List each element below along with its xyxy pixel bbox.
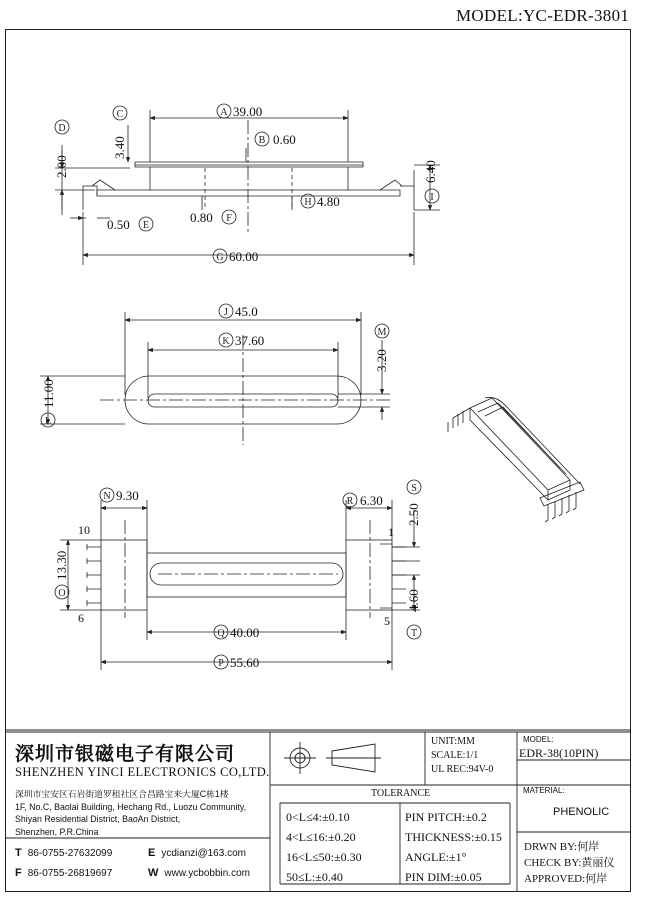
fax-number: 86-0755-26819697 (27, 868, 113, 879)
unit-text: UNIT:MM (431, 736, 475, 747)
dim-q-value: 40.00 (230, 625, 260, 640)
material-field-label: MATERIAL: (523, 786, 565, 795)
tolerance-row-4: 50≤L:±0.40 (286, 870, 343, 884)
material-value: PHENOLIC (553, 806, 610, 818)
pin-number-1: 1 (388, 525, 394, 539)
address-en-2: Shiyan Residential District, BaoAn District, (15, 814, 181, 824)
side-view (55, 110, 440, 265)
model-value: EDR-38(10PIN) (519, 746, 599, 760)
pin-number-6: 6 (78, 611, 84, 625)
email-address: ycdianzi@163.com (161, 848, 246, 859)
dim-label-i: I (430, 192, 434, 203)
email-line (148, 847, 246, 859)
pin-dim-tolerance: PIN DIM:±0.05 (405, 870, 482, 884)
fax-label: F (15, 867, 22, 879)
angle-tolerance: ANGLE:±1° (405, 850, 467, 864)
pin-pitch-tolerance: PIN PITCH:±0.2 (405, 810, 487, 824)
pin-number-10: 10 (78, 523, 90, 537)
tolerance-row-3: 16<L≤50:±0.30 (286, 850, 362, 864)
dim-label-b: B (258, 135, 266, 146)
dim-label-j: J (224, 307, 228, 318)
website: www.ycbobbin.com (164, 868, 250, 879)
dim-p-value: 55.60 (230, 655, 260, 670)
web-label: W (148, 867, 159, 879)
dim-d-value: 2.00 (54, 155, 69, 178)
dim-g-value: 60.00 (229, 249, 259, 264)
dim-label-h: H (304, 197, 312, 208)
tolerance-row-1: 0<L≤4:±0.10 (286, 810, 350, 824)
dim-label-t: T (410, 628, 418, 639)
dim-r-value: 6.30 (360, 493, 383, 508)
drawn-by: DRWN BY:何岸 (524, 841, 600, 853)
thickness-tolerance: THICKNESS:±0.15 (405, 830, 502, 844)
dim-label-s: S (411, 483, 417, 494)
pin-number-5: 5 (384, 614, 390, 628)
dim-label-d: D (58, 123, 66, 134)
phone-label: T (15, 847, 22, 859)
approved-by: APPROVED:何岸 (524, 873, 608, 885)
dim-f-value: 0.80 (190, 210, 213, 225)
model-field-label: MODEL: (523, 735, 554, 744)
dim-label-q: Q (217, 628, 225, 639)
dim-n-value: 9.30 (116, 488, 139, 503)
tolerance-title: TOLERANCE (371, 788, 431, 799)
dim-label-e: E (142, 220, 150, 231)
isometric-view (448, 397, 584, 522)
dim-label-g: G (216, 252, 224, 263)
front-view (60, 500, 420, 670)
dim-label-m: M (377, 327, 387, 338)
title-block (5, 727, 631, 892)
fax-line (15, 867, 112, 879)
dim-label-k: K (222, 336, 230, 347)
address-en-1: 1F, No.C, Baolai Building, Hechang Rd., Luozu Community, (15, 801, 247, 812)
dim-c-value: 3.40 (112, 136, 127, 159)
dim-b-value: 0.60 (273, 132, 296, 147)
dim-k-value: 37.60 (235, 333, 265, 348)
dim-label-p: P (218, 658, 224, 669)
dim-e-value: 0.50 (107, 217, 130, 232)
dim-l-value: 11.00 (41, 379, 56, 408)
email-label: E (148, 847, 156, 859)
scale-text: SCALE:1/1 (431, 750, 479, 761)
phone-line (15, 847, 112, 859)
dim-label-l: L (44, 416, 52, 427)
dim-a-value: 39.00 (233, 104, 263, 119)
address-cn: 深圳市宝安区石岩街道罗租社区合昌路宝来大厦C栋1楼 (15, 789, 229, 799)
dim-m-value: 3.20 (374, 349, 389, 372)
tolerance-row-2: 4<L≤16:±0.20 (286, 830, 356, 844)
dim-h-value: 4.80 (317, 194, 340, 209)
checked-by: CHECK BY:黄丽仪 (524, 857, 615, 869)
web-line (148, 867, 250, 879)
dim-i-value: 6.40 (423, 160, 438, 183)
dim-label-f: F (226, 213, 232, 224)
top-view (40, 312, 390, 445)
phone-number: 86-0755-27632099 (27, 848, 113, 859)
address-en-3: Shenzhen, P.R.China (15, 826, 99, 837)
dim-label-r: R (346, 496, 354, 507)
company-address (15, 788, 246, 838)
drawing-model-number: MODEL:YC-EDR-3801 (456, 6, 630, 25)
company-name-en: SHENZHEN YINCI ELECTRONICS CO,LTD. (15, 765, 270, 779)
company-name-cn: 深圳市银磁电子有限公司 (15, 743, 236, 765)
dim-o-value: 13.30 (54, 550, 69, 580)
dim-label-c: C (116, 109, 124, 120)
dim-t-value: 4.60 (406, 589, 421, 612)
dim-label-o: O (58, 588, 66, 599)
dim-label-n: N (103, 491, 111, 502)
dim-s-value: 2.50 (406, 503, 421, 526)
dim-j-value: 45.0 (235, 304, 258, 319)
dim-label-a: A (220, 107, 228, 118)
ul-rec-text: UL REC:94V-0 (431, 764, 494, 775)
